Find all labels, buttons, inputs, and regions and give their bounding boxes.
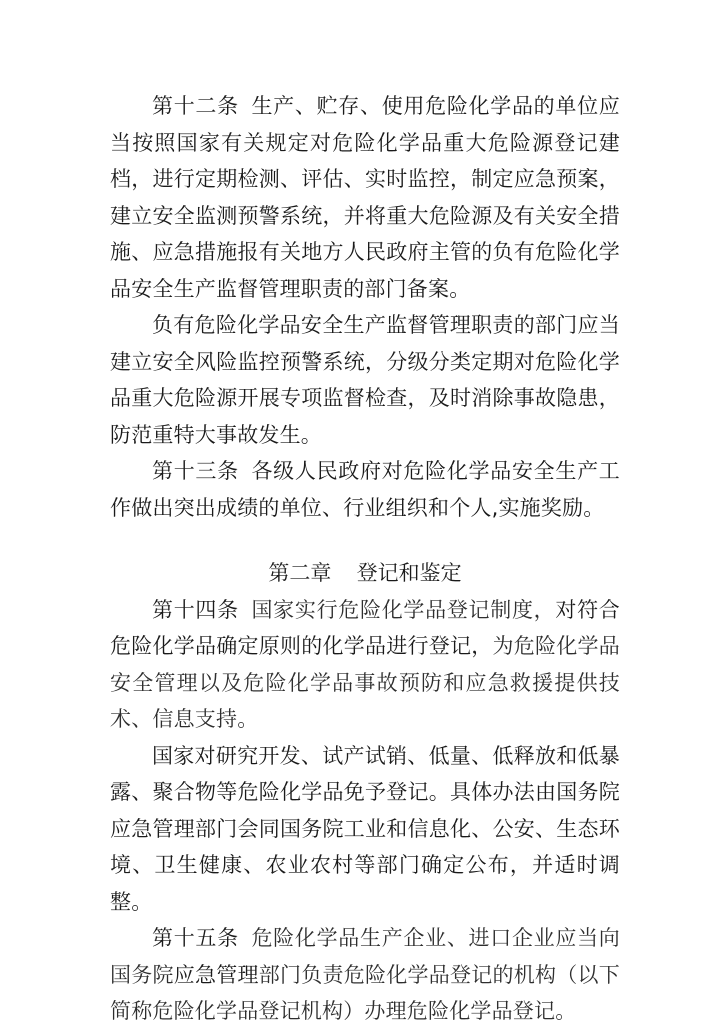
article-15-text-c: 部门负责危险化学品登记的机构（以下简称危险化学品登记机构）办理危险化学品登记。	[110, 962, 620, 1023]
chapter-title: 登记和鉴定	[356, 561, 462, 585]
chapter-number: 第二章	[268, 561, 332, 585]
article-14-paragraph-2: 国家对研究开发、试产试销、低量、低释放和低暴露、聚合物等危险化学品免予登记。具体办法由国务院应急管理部门会同国务院工业和信息化、公安、生态环境、卫生健康、农业农村等部门确定公布，并适时调整。	[110, 743, 620, 914]
article-14-text-c: 为危险化学品安全管理以及危险化学品事故预防和应急救援提供技术、信息支持。	[110, 634, 620, 731]
article-12-paragraph	[110, 88, 620, 307]
chapter-heading	[110, 555, 620, 592]
article-13-paragraph	[110, 453, 620, 526]
article-12-text: 生产、贮存、使用危险化学品的单位应当按照国家有关规定对危险化学品重大危险源登记建档，进行定期检测、评估、实时监控，制定应急预案，建立安全监测预警系统，并将重大危险源及有关安全措施、应急措施报有关地方人民政府主管的负有危险化学品安全生产监督管理职责的部门备案。	[110, 94, 620, 301]
document-page	[110, 88, 620, 1030]
article-14-number: 第十四条	[152, 597, 239, 622]
article-13-text: 各级人民政府对危险化学品安全生产工作做出突出成绩的单位、行业组织和个人,实施奖励。	[110, 459, 620, 520]
article-15-paragraph	[110, 920, 620, 1030]
article-15-text-b: 应急管理	[173, 962, 259, 987]
article-15-number: 第十五条	[152, 926, 239, 950]
article-14-text-a: 国家实行危险化学品登记制度，	[251, 597, 556, 622]
article-14-paragraph	[110, 592, 620, 738]
article-12-number: 第十二条	[152, 94, 239, 118]
article-12-paragraph-2: 负有危险化学品安全生产监督管理职责的部门应当建立安全风险监控预警系统，分级分类定期对危险化学品重大危险源开展专项监督检查，及时消除事故隐患，防范重特大事故发生。	[110, 313, 620, 447]
article-14-text-b: 对符合危险化学品确定原则的化学品进行登记，	[110, 597, 620, 658]
article-13-number: 第十三条	[152, 459, 239, 483]
article-15-text-a: 危险化学品生产企业、进口企业应当向国务院	[110, 926, 620, 987]
